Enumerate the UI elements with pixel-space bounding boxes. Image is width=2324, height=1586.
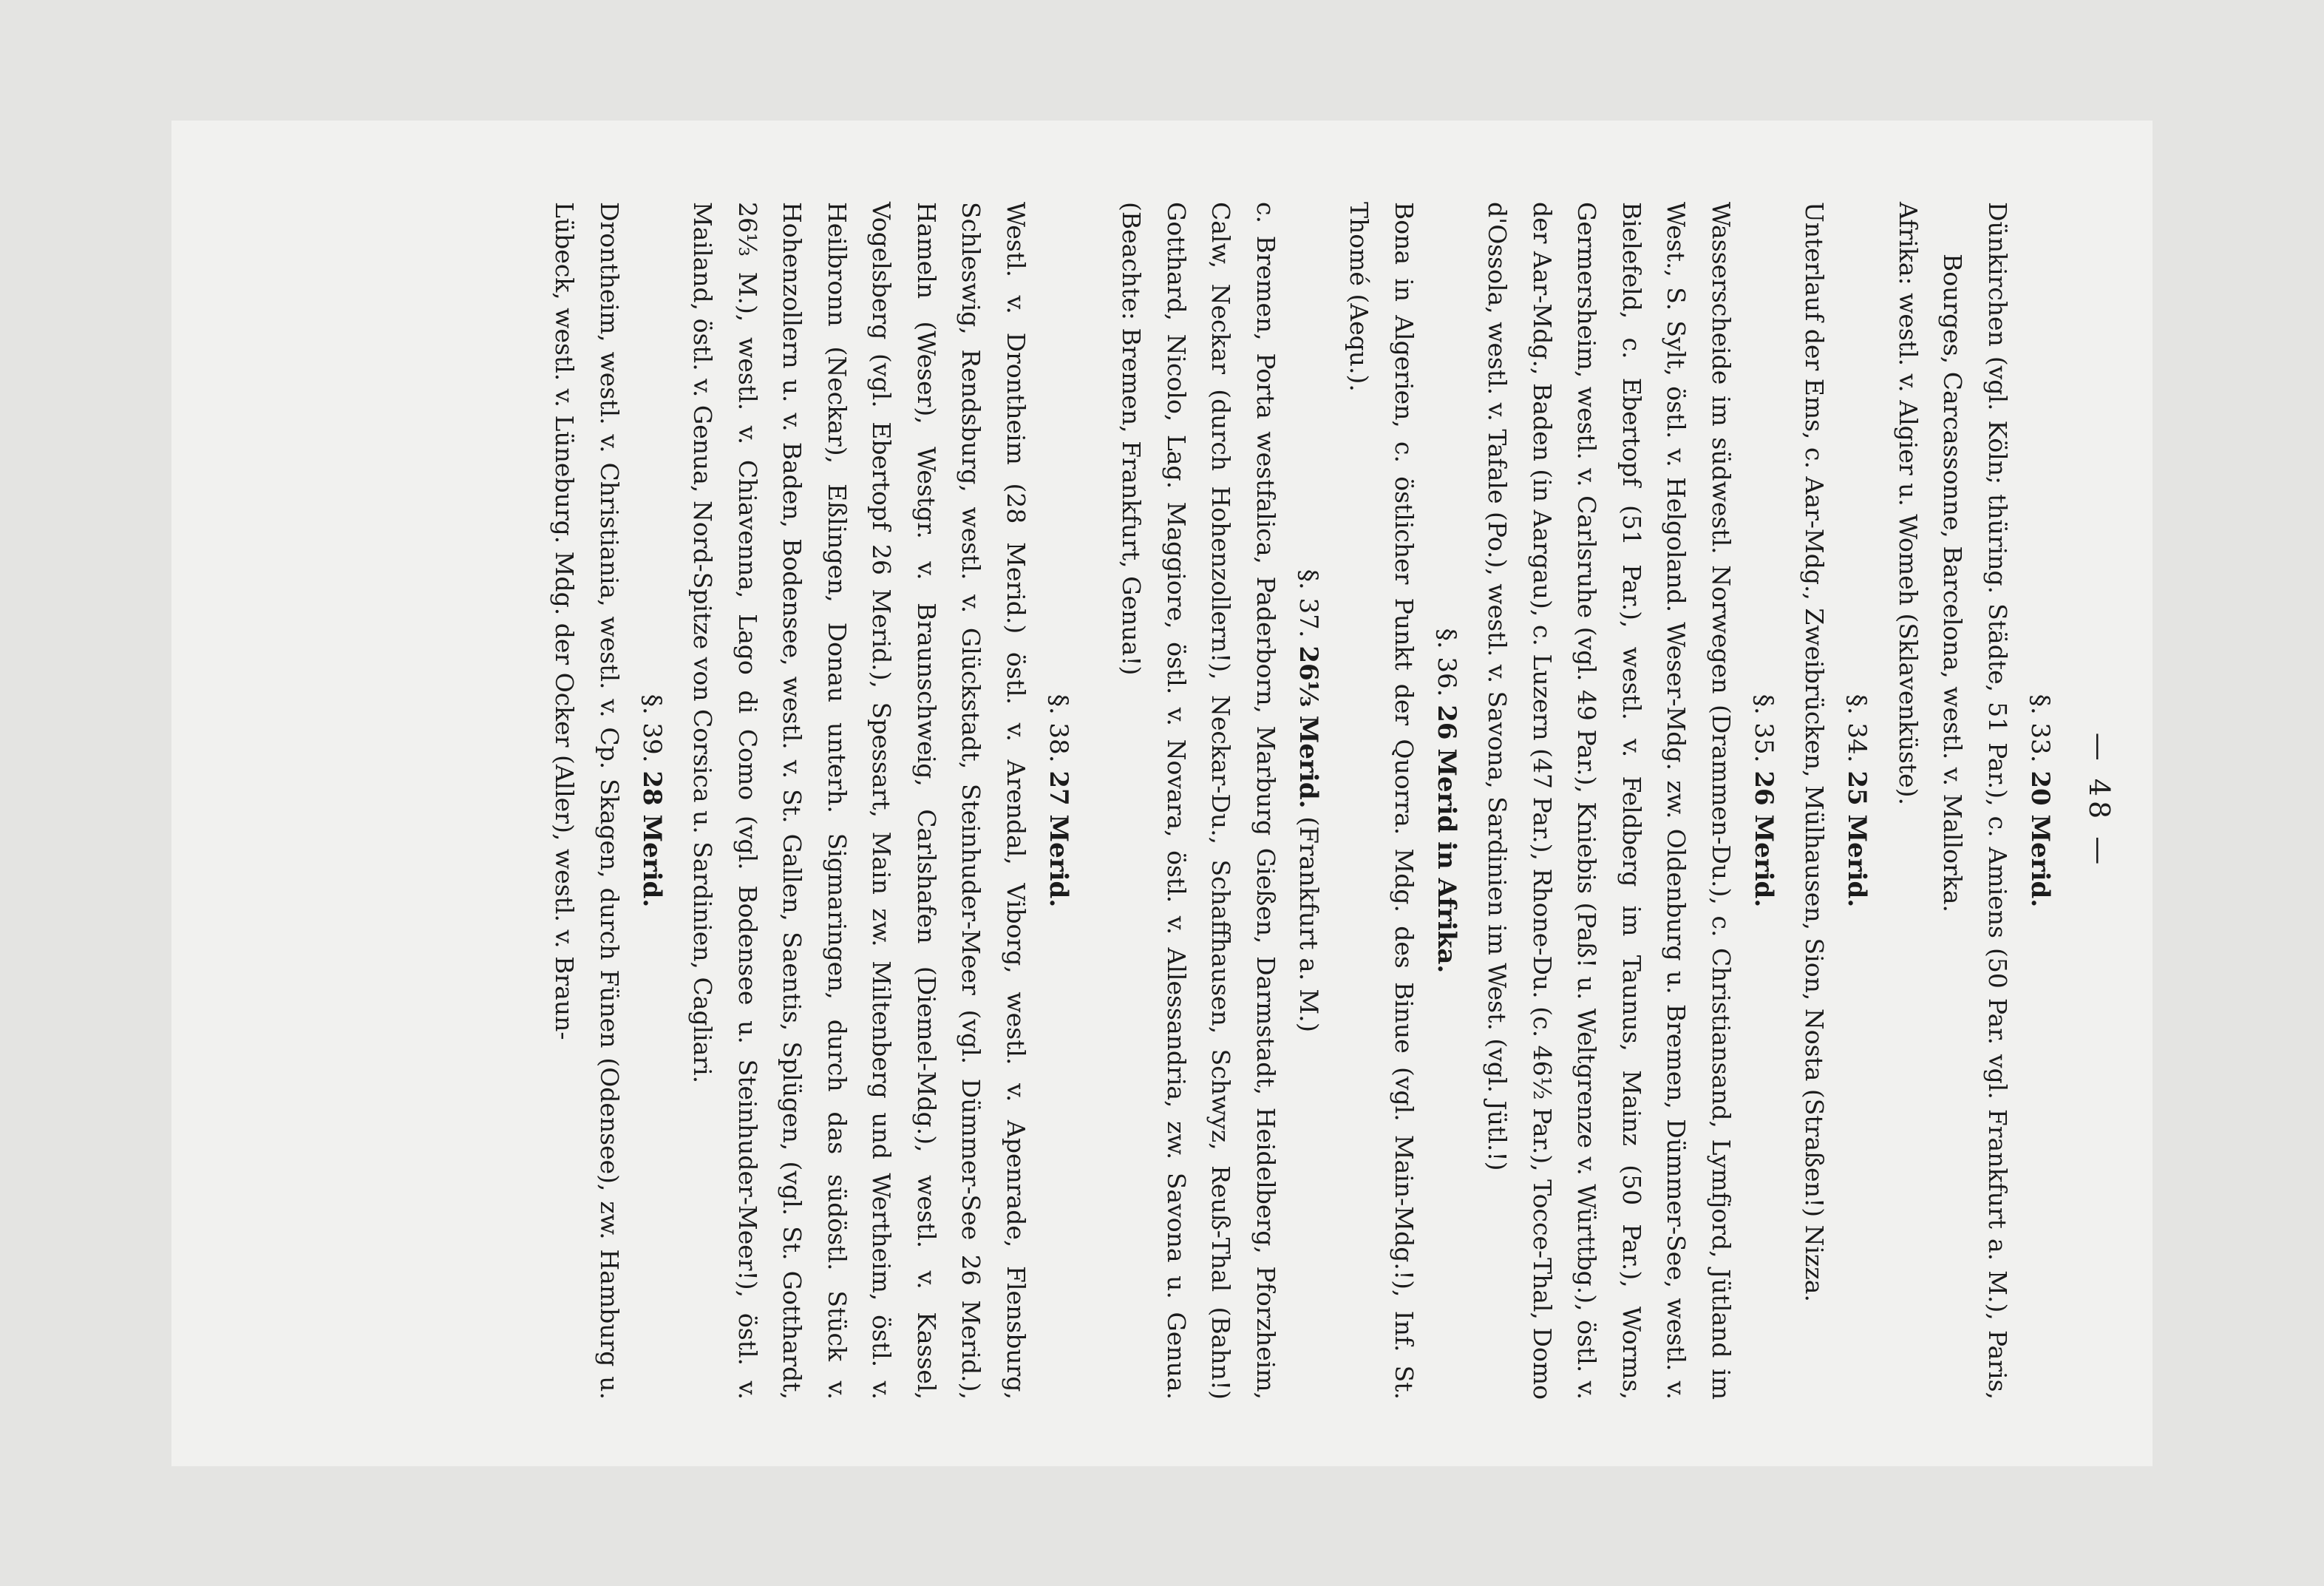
section-number: §. 36.: [1432, 628, 1461, 697]
section-title: 26 Merid.: [1749, 770, 1778, 907]
section-title: 27 Merid.: [1044, 770, 1073, 907]
section-number: §. 39.: [637, 694, 667, 762]
section-heading-39: [637, 202, 667, 1400]
section-33-paragraph-2: Afrika: westl. v. Algier u. Womeh (Sklavenküste).: [1894, 201, 1923, 805]
section-heading-37: [1294, 202, 1323, 1400]
section-39-paragraph: Drontheim, westl. v. Christiania, westl. v. Cp. Skagen, durch Fünen (Odensee), zw. Hamburg u. Lübeck, westl. v. Lüneburg. Mdg. der Ocker (Aller), westl. v. Braun-: [550, 201, 624, 1400]
section-number: §. 34.: [1842, 694, 1872, 762]
section-title: 25 Merid.: [1842, 770, 1872, 907]
section-number: §. 33.: [2025, 694, 2055, 762]
section-number: §. 38.: [1044, 694, 1073, 762]
section-34-paragraph: Unterlauf der Ems, c. Aar-Mdg., Zweibrücken, Mülhausen, Sion, Nosta (Straßen!) Nizza.: [1800, 201, 1829, 1302]
section-number: §. 35.: [1749, 694, 1778, 762]
section-33-paragraph-1: Dünkirchen (vgl. Köln; thüring. Städte, 51 Par.), c. Amiens (50 Par. vgl. Frankfurt a. M.), Paris, Bourges, Carcassonne, Barcelona, westl. v. Mallorka.: [1938, 201, 2012, 1400]
section-title: 26 Merid in Afrika.: [1432, 704, 1461, 973]
section-37-paragraph: c. Bremen, Porta westfalica, Paderborn, Marburg Gießen, Darmstadt, Heidelberg, Pforzheim, Calw, Neckar (durch Hohenzollern!), Neckar-Du., Schaffhausen, Schwyz, Reuß-Thal (Bahn!) Gotthard, Nicolo, Lag. Maggiore, östl. v. Novara, östl. v. Allessandria, zw. Savona u. Genua. (Beachte: Bremen, Frankfurt, Genua!): [1117, 201, 1280, 1400]
section-38-paragraph: Westl. v. Drontheim (28 Merid.) östl. v. Arendal, Viborg, westl. v. Apenrade, Flensburg, Schleswig, Rendsburg, westl. v. Glückstadt, Steinhuder-Meer (vgl. Dümmer-See 26 Merid.), Hameln (Weser), Westgr. v. Braunschweig, Carlshafen (Diemel-Mdg.), westl. v. Kassel, Vogelsberg (vgl. Ebertopf 26 Merid.), Spessart, Main zw. Miltenberg und Wertheim, östl. v. Heilbronn (Neckar), Eßlingen, Donau unterh. Sigmaringen, durch das südöstl. Stück v. Hohenzollern u. v. Baden, Bodensee, westl. v. St. Gallen, Saentis, Splügen, (vgl. St. Gotthardt, 26⅓ M.), westl. v. Chiavenna, Lago di Como (vgl. Bodensee u. Steinhuder-Meer!), östl. v. Mailand, östl. v. Genua, Nord-Spitze von Corsica u. Sardinien, Cagliari.: [688, 201, 1030, 1400]
section-title: 26⅓ Merid.: [1294, 645, 1323, 808]
section-title: 20 Merid.: [2025, 770, 2055, 907]
section-subtitle: (Frankfurt a. M.): [1294, 816, 1323, 1032]
section-heading-34: [1843, 202, 1872, 1400]
section-title: 28 Merid.: [637, 770, 667, 907]
section-heading-35: [1749, 202, 1778, 1400]
section-35-paragraph: Wasserscheide im südwestl. Norwegen (Drammen-Du.), c. Christiansand, Lymfjord, Jütland im West., S. Sylt, östl. v. Helgoland. Weser-Mdg. zw. Oldenburg u. Bremen, Dümmer-See, westl. v. Bielefeld, c. Ebertopf (51 Par.), westl. v. Feldberg im Taunus, Mainz (50 Par.), Worms, Germersheim, westl. v. Carlsruhe (vgl. 49 Par.), Kniebis (Paß! u. Weltgrenze v. Württbg.), östl. v. der Aar-Mdg., Baden (in Aargau), c. Luzern (47 Par.), Rhone-Du. (c. 46½ Par.), Tocce-Thal, Domo d'Ossola, westl. v. Tafale (Po.), westl. v. Savona, Sardinien im West. (vgl. Jütl.!): [1483, 201, 1736, 1400]
section-heading-38: [1044, 202, 1073, 1400]
section-heading-36: [1432, 202, 1461, 1400]
book-page: [171, 121, 2153, 1466]
section-36-paragraph: Bona in Algerien, c. östlicher Punkt der Quorra. Mdg. des Binue (vgl. Main-Mdg.!), Inf. St. Thomé (Aequ.).: [1345, 201, 1418, 1400]
section-number: §. 37.: [1294, 569, 1323, 638]
page-number: — 48 —: [2083, 732, 2116, 869]
section-heading-33: [2025, 202, 2055, 1400]
